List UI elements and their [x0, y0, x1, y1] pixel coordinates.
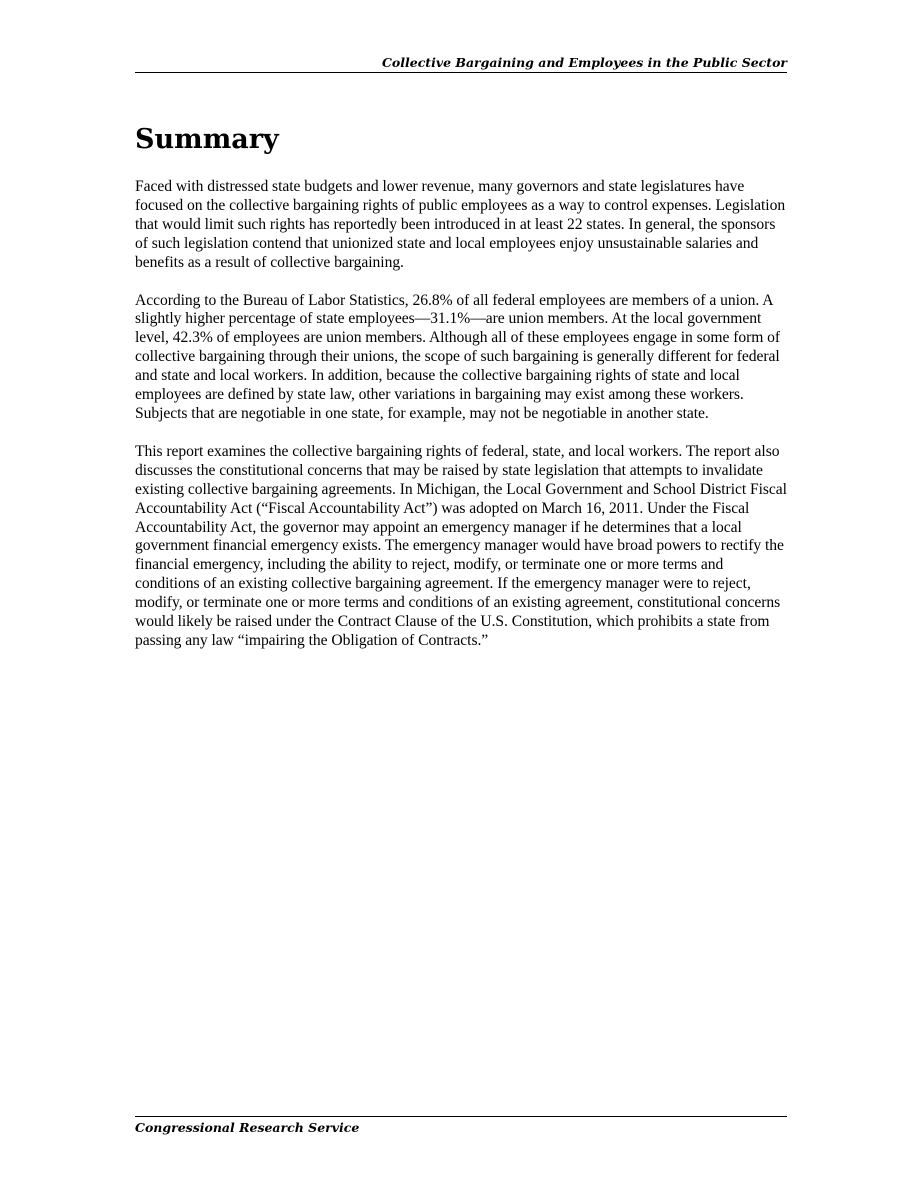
running-footer: Congressional Research Service [135, 1120, 360, 1135]
summary-paragraph-1: Faced with distressed state budgets and lower revenue, many governors and state legislatures have focused on the collective bargaining rights of public employees as a way to control expenses. Legislation that would limit such rights has reportedly been introduced in at least 22 states. In general, the sponsors of such legislation contend that unionized state and local employees enjoy unsustainable salaries and benefits as a result of collective bargaining. [135, 178, 786, 271]
header-divider [135, 72, 787, 73]
running-header: Collective Bargaining and Employees in the Public Sector [381, 55, 787, 70]
footer-divider [135, 1116, 787, 1117]
page-title: Summary [135, 124, 279, 155]
summary-paragraph-2: According to the Bureau of Labor Statistics, 26.8% of all federal employees are members of a union. A slightly higher percentage of state employees—31.1%—are union members. At the local government level, 42.3% of employees are union members. Although all of these employees engage in some form of collective bargaining through their unions, the scope of such bargaining is generally different for federal and state and local workers. In addition, because the collective bargaining rights of state and local employees are defined by state law, other variations in bargaining may exist among these workers. Subjects that are negotiable in one state, for example, may not be negotiable in another state. [135, 291, 781, 422]
summary-paragraph-3: This report examines the collective bargaining rights of federal, state, and local workers. The report also discusses the constitutional concerns that may be raised by state legislation that attempts to invalidate existing collective bargaining agreements. In Michigan, the Local Government and School District Fiscal Accountability Act (“Fiscal Accountability Act”) was adopted on March 16, 2011. Under the Fiscal Accountability Act, the governor may appoint an emergency manager if he determines that a local government financial emergency exists. The emergency manager would have broad powers to rectify the financial emergency, including the ability to reject, modify, or terminate one or more terms and conditions of an existing collective bargaining agreement. If the emergency manager were to reject, modify, or terminate one or more terms and conditions of an existing agreement, constitutional concerns would likely be raised under the Contract Clause of the U.S. Constitution, which prohibits a state from passing any law “impairing the Obligation of Contracts.” [135, 442, 787, 649]
summary-body [135, 178, 787, 670]
